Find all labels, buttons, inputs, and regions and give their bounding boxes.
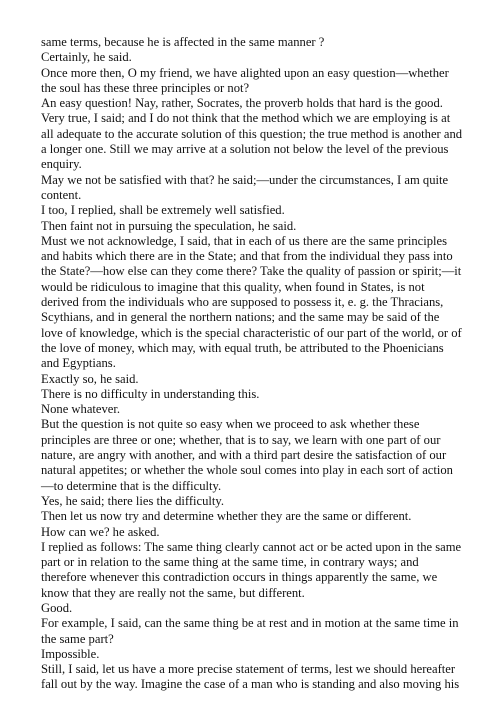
text-line: all adequate to the accurate solution of this question; the true method is another and	[41, 126, 463, 141]
text-line: Yes, he said; there lies the difficulty.	[41, 493, 225, 508]
text-line: I too, I replied, shall be extremely well satisfied.	[41, 203, 285, 218]
text-line: Must we not acknowledge, I said, that in each of us there are the same principles	[41, 233, 448, 248]
text-line: There is no difficulty in understanding this.	[41, 386, 260, 401]
text-line: Exactly so, he said.	[41, 371, 139, 386]
paragraph	[41, 647, 466, 662]
text-line: a longer one. Still we may arrive at a solution not below the level of the previous	[41, 142, 449, 157]
text-line: None whatever.	[41, 402, 121, 417]
paragraph	[41, 509, 466, 524]
text-line: enquiry.	[41, 157, 82, 172]
text-line: Certainly, he said.	[41, 50, 132, 65]
paragraph	[41, 50, 466, 65]
text-line: An easy question! Nay, rather, Socrates, the proverb holds that hard is the good.	[41, 96, 443, 111]
paragraph	[41, 616, 466, 647]
paragraph	[41, 234, 466, 372]
text-line: Then let us now try and determine whether they are the same or different.	[41, 509, 412, 524]
text-line: same terms, because he is affected in the same manner ?	[41, 35, 325, 49]
text-line: part or in relation to the same thing at the same time, in contrary ways; and	[41, 555, 419, 570]
text-line: Then faint not in pursuing the speculation, he said.	[41, 218, 297, 233]
text-line: Scythians, and in general the northern nations; and the same may be said of the	[41, 310, 440, 325]
text-line: How can we? he asked.	[41, 524, 160, 539]
paragraph	[41, 35, 466, 50]
paragraph	[41, 219, 466, 234]
text-line: know that they are really not the same, but different.	[41, 585, 305, 600]
text-line: natural appetites; or whether the whole soul comes into play in each sort of action	[41, 463, 453, 478]
paragraph	[41, 173, 466, 204]
text-line: —to determine that is the difficulty.	[41, 478, 222, 493]
text-line: the soul has these three principles or not?	[41, 80, 250, 95]
text-line: Still, I said, let us have a more precise statement of terms, lest we should hereafter	[41, 662, 456, 677]
text-line: I replied as follows: The same thing clearly cannot act or be acted upon in the same	[41, 539, 462, 554]
document-body	[41, 35, 466, 693]
text-line: Good.	[41, 600, 73, 615]
text-line: the love of money, which may, with equal truth, be attributed to the Phoenicians	[41, 340, 444, 355]
paragraph	[41, 387, 466, 402]
paragraph	[41, 96, 466, 111]
text-line: the same part?	[41, 631, 114, 646]
paragraph	[41, 402, 466, 417]
text-line: love of knowledge, which is the special characteristic of our part of the world, or of	[41, 325, 462, 340]
paragraph	[41, 417, 466, 493]
paragraph	[41, 203, 466, 218]
text-line: nature, are angry with another, and with a third part desire the satisfaction of our	[41, 448, 447, 463]
text-line: and Egyptians.	[41, 356, 116, 371]
paragraph	[41, 66, 466, 97]
text-line: would be ridiculous to imagine that this quality, when found in States, is not	[41, 279, 425, 294]
text-line: Once more then, O my friend, we have alighted upon an easy question—whether	[41, 65, 449, 80]
paragraph	[41, 111, 466, 172]
text-line: principles are three or one; whether, that is to say, we learn with one part of our	[41, 432, 441, 447]
text-line: content.	[41, 187, 82, 202]
text-line: May we not be satisfied with that? he said;—under the circumstances, I am quite	[41, 172, 449, 187]
paragraph	[41, 525, 466, 540]
text-line: therefore whenever this contradiction occurs in things apparently the same, we	[41, 570, 438, 585]
text-line: For example, I said, can the same thing be at rest and in motion at the same time in	[41, 616, 459, 631]
text-line: Very true, I said; and I do not think that the method which we are employing is at	[41, 111, 451, 126]
text-line: Impossible.	[41, 646, 100, 661]
paragraph	[41, 372, 466, 387]
text-line: But the question is not quite so easy when we proceed to ask whether these	[41, 417, 420, 432]
paragraph	[41, 601, 466, 616]
paragraph	[41, 494, 466, 509]
paragraph	[41, 662, 466, 693]
text-line: the State?—how else can they come there? Take the quality of passion or spirit;—it	[41, 264, 462, 279]
paragraph	[41, 540, 466, 601]
text-line: derived from the individuals who are supposed to possess it, e. g. the Thracians,	[41, 295, 444, 310]
text-line: and habits which there are in the State; and that from the individual they pass into	[41, 249, 453, 264]
text-line: fall out by the way. Imagine the case of a man who is standing and also moving his	[41, 677, 460, 692]
